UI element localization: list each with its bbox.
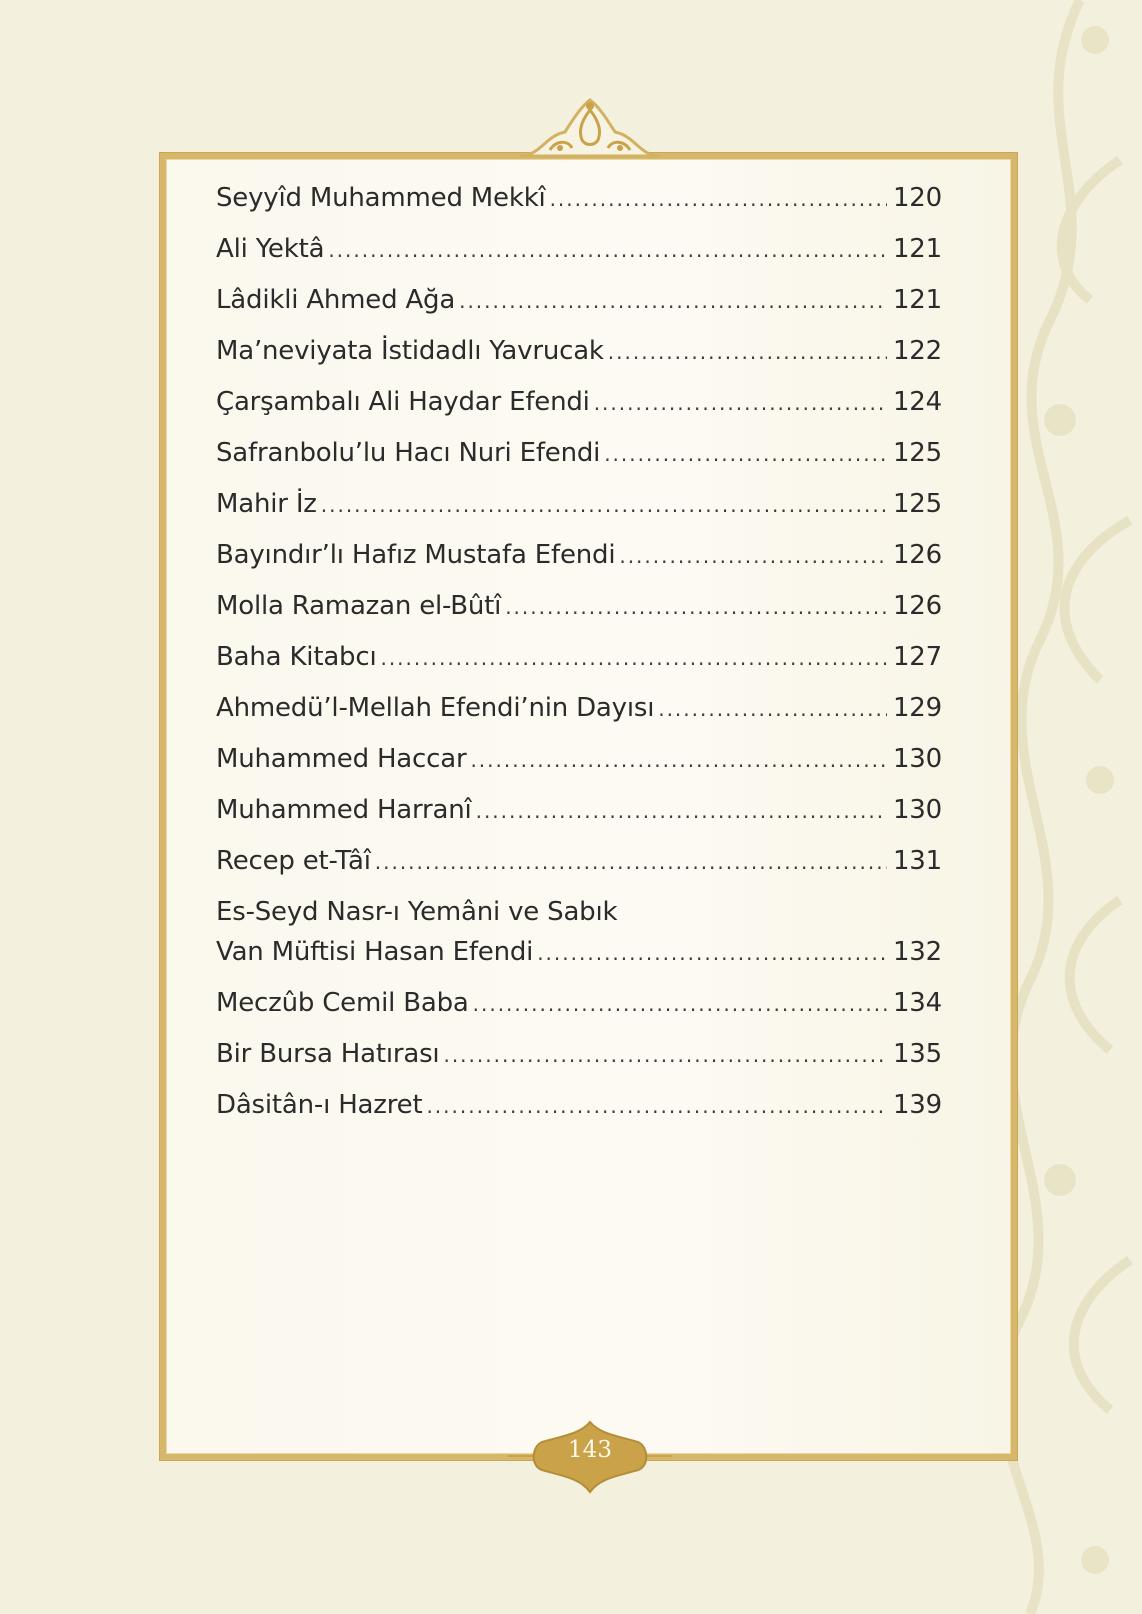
toc-leader-dots — [380, 646, 887, 670]
toc-entry[interactable] — [216, 744, 942, 795]
toc-entry-title: Çarşambalı Ali Haydar Efendi — [216, 387, 590, 417]
toc-leader-dots — [470, 748, 887, 772]
toc-entry[interactable] — [216, 285, 942, 336]
toc-entry[interactable] — [216, 1090, 942, 1141]
toc-entry[interactable] — [216, 591, 942, 642]
toc-entry[interactable] — [216, 540, 942, 591]
toc-entry-page: 126 — [892, 540, 942, 570]
page-number: 143 — [568, 1437, 612, 1463]
toc-entry-page: 121 — [892, 285, 942, 315]
toc-entry-page: 127 — [892, 642, 942, 672]
toc-entry-page: 125 — [892, 489, 942, 519]
toc-entry[interactable] — [216, 183, 942, 234]
toc-entry-title: Ali Yektâ — [216, 234, 325, 264]
toc-entry[interactable] — [216, 1039, 942, 1090]
toc-entry-title: Recep et-Tâî — [216, 846, 371, 876]
toc-entry-title-line2: Van Müftisi Hasan Efendi — [216, 937, 534, 967]
toc-entry-title: Baha Kitabcı — [216, 642, 377, 672]
toc-entry-title: Lâdikli Ahmed Ağa — [216, 285, 456, 315]
toc-entry-title: Bayındır’lı Hafız Mustafa Efendi — [216, 540, 616, 570]
toc-entry[interactable] — [216, 846, 942, 897]
toc-entry-title: Ma’neviyata İstidadlı Yavrucak — [216, 336, 604, 366]
toc-leader-dots — [658, 697, 887, 721]
toc-leader-dots — [375, 850, 887, 874]
table-of-contents — [216, 183, 942, 1141]
toc-entry[interactable] — [216, 489, 942, 540]
toc-entry-page: 122 — [892, 336, 942, 366]
toc-leader-dots — [321, 493, 887, 517]
toc-entry[interactable] — [216, 387, 942, 438]
toc-leader-dots — [604, 442, 887, 466]
toc-entry-page: 130 — [892, 795, 942, 825]
toc-entry-page: 135 — [892, 1039, 942, 1069]
toc-leader-dots — [550, 187, 887, 211]
toc-leader-dots — [443, 1043, 887, 1067]
toc-leader-dots — [594, 391, 887, 415]
toc-entry-title: Bir Bursa Hatırası — [216, 1039, 440, 1069]
top-ornament-icon — [520, 96, 660, 162]
toc-leader-dots — [608, 340, 887, 364]
toc-leader-dots — [426, 1094, 887, 1118]
toc-leader-dots — [537, 941, 887, 965]
toc-leader-dots — [619, 544, 887, 568]
toc-entry-title: Dâsitân-ı Hazret — [216, 1090, 423, 1120]
toc-entry-title-line1: Es-Seyd Nasr-ı Yemâni ve Sabık — [216, 897, 618, 927]
toc-entry-page: 134 — [892, 988, 942, 1018]
toc-leader-dots — [476, 799, 887, 823]
toc-entry-title: Safranbolu’lu Hacı Nuri Efendi — [216, 438, 601, 468]
toc-entry[interactable] — [216, 642, 942, 693]
toc-entry-title: Ahmedü’l-Mellah Efendi’nin Dayısı — [216, 693, 655, 723]
toc-entry-title: Mahir İz — [216, 489, 317, 519]
toc-entry[interactable] — [216, 795, 942, 846]
toc-entry-page: 120 — [892, 183, 942, 213]
toc-leader-dots — [328, 238, 887, 262]
toc-entry[interactable] — [216, 693, 942, 744]
toc-entry-title: Meczûb Cemil Baba — [216, 988, 469, 1018]
toc-entry-page: 139 — [892, 1090, 942, 1120]
toc-entry-multiline[interactable] — [216, 897, 942, 988]
toc-entry[interactable] — [216, 438, 942, 489]
toc-entry-page: 131 — [892, 846, 942, 876]
toc-entry-title: Molla Ramazan el-Bûtî — [216, 591, 502, 621]
toc-entry-page: 132 — [892, 937, 942, 967]
toc-entry-title: Muhammed Haccar — [216, 744, 467, 774]
toc-entry-page: 129 — [892, 693, 942, 723]
toc-entry-title: Seyyîd Muhammed Mekkî — [216, 183, 546, 213]
toc-entry-title: Muhammed Harranî — [216, 795, 472, 825]
toc-entry[interactable] — [216, 336, 942, 387]
toc-entry[interactable] — [216, 988, 942, 1039]
toc-entry[interactable] — [216, 234, 942, 285]
toc-entry-page: 126 — [892, 591, 942, 621]
toc-leader-dots — [459, 289, 887, 313]
toc-leader-dots — [473, 992, 887, 1016]
toc-entry-page: 130 — [892, 744, 942, 774]
toc-entry-page: 121 — [892, 234, 942, 264]
toc-leader-dots — [505, 595, 887, 619]
toc-entry-page: 125 — [892, 438, 942, 468]
toc-entry-page: 124 — [892, 387, 942, 417]
